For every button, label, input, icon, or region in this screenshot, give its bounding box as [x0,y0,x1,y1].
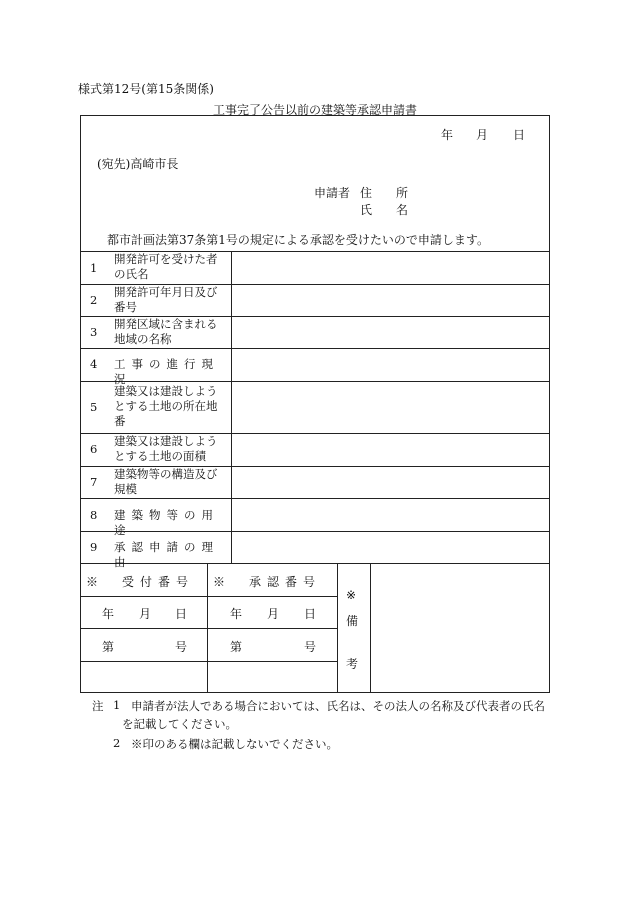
row-number: 1 [90,261,98,275]
note-1-text-cont: を記載してください。 [122,717,237,731]
date-month: 月 [476,128,489,142]
row-label: 建築又は建設しよう とする土地の所在地 番 [114,384,218,428]
statement: 都市計画法第37条第1号の規定による承認を受けたいので申請します。 [107,233,489,247]
office-rule [80,661,337,662]
note-2-text: ※印のある欄は記載しないでください。 [131,737,338,751]
applicant-name-label: 氏 名 [360,203,409,217]
remarks-label-2: 考 [346,657,359,671]
office-divider [207,563,208,693]
row-label: 開発許可を受けた者 の氏名 [114,252,218,281]
row-number: 8 [90,508,98,522]
row-label: 建築又は建設しよう とする土地の面積 [114,434,218,463]
approval-month: 月 [267,607,280,621]
note-1-number: 1 [113,698,121,712]
receipt-year: 年 [102,607,115,621]
row-number: 3 [90,325,98,339]
date-day: 日 [513,128,526,142]
receipt-month: 月 [139,607,152,621]
row-number: 5 [90,400,98,414]
receipt-day: 日 [175,607,188,621]
row-number: 9 [90,540,98,554]
row-label: 開発許可年月日及び 番号 [114,285,218,314]
approval-year: 年 [230,607,243,621]
row-label: 開発区域に含まれる 地域の名称 [114,317,218,346]
office-divider [337,563,338,693]
receipt-no-prefix: 第 [102,640,115,654]
remarks-mark: ※ [346,588,357,602]
office-rule [80,628,337,629]
row-number: 2 [90,293,98,307]
page-title: 工事完了公告以前の建築等承認申請書 [212,103,417,117]
table-divider [231,251,232,563]
row-label: 建築物等の用途 [114,508,219,537]
date-year: 年 [441,128,454,142]
approval-day: 日 [304,607,317,621]
table-rule [80,498,550,499]
note-2-number: 2 [113,736,121,750]
office-divider [370,563,371,693]
remarks-label-1: 備 [346,614,359,628]
note-1-text: 申請者が法人である場合においては、氏名は、その法人の名称及び代表者の氏名 [131,699,545,713]
row-number: 7 [90,475,98,489]
row-label: 工事の進行現況 [114,357,219,386]
table-rule [80,348,550,349]
applicant-address-label: 住 所 [360,186,409,200]
applicant-label: 申請者 [314,186,351,200]
receipt-number-label: ※ 受付番号 [86,575,195,589]
office-rule [80,596,337,597]
approval-no-suffix: 号 [304,640,317,654]
approval-number-label: ※ 承認番号 [213,575,322,589]
form-number: 様式第12号(第15条関係) [78,82,214,96]
approval-no-prefix: 第 [230,640,243,654]
addressee: (宛先)高崎市長 [97,157,179,171]
row-label: 建築物等の構造及び 規模 [114,467,218,496]
row-label: 承認申請の理由 [114,540,219,569]
row-number: 4 [90,357,98,371]
receipt-no-suffix: 号 [175,640,188,654]
row-number: 6 [90,442,98,456]
note-label: 注 [92,699,104,713]
